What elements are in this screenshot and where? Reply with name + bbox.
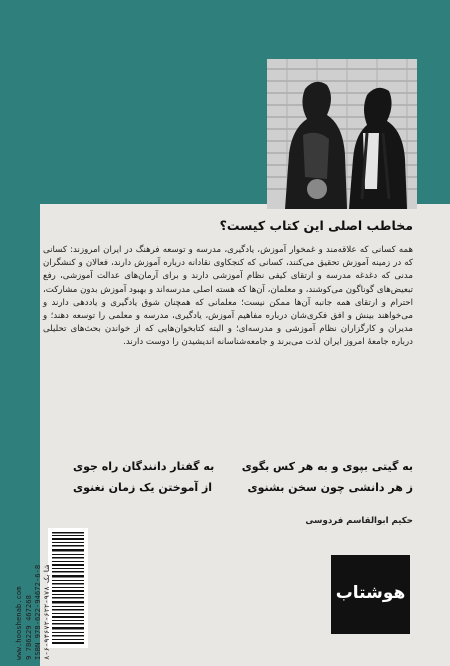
- publisher-logo: [331, 555, 410, 634]
- poem-hemistich: به گیتی بپوی و به هر کس بگوی: [241, 460, 413, 473]
- cover-photo: [267, 59, 417, 209]
- section-heading: مخاطب اصلی این کتاب کیست؟: [219, 218, 413, 233]
- website-label: www.hooshenab.com: [14, 586, 23, 660]
- poem-row-2: [73, 481, 413, 494]
- poem-hemistich: ز هر دانشی چون سخن بشنوی: [247, 481, 413, 494]
- publisher-logo-text: هوشتاب: [335, 583, 406, 603]
- barcode: [48, 528, 88, 648]
- isbn-label: ISBN 978-622-94672-6-8: [33, 564, 42, 660]
- poem-hemistich: از آموختن یک زمان نغنوی: [73, 481, 213, 494]
- barcode-digits: 9 786229 467268: [24, 595, 33, 660]
- poem-block: [73, 460, 413, 502]
- isbn-persian-label: شابک ۹۷۸-۶۲۲-۹۴۶۷۲-۶-۸: [42, 564, 51, 660]
- poem-row-1: [73, 460, 413, 473]
- poem-hemistich: به گفتار دانندگان راه جوی: [73, 460, 215, 473]
- poet-name: حکیم ابوالقاسم فردوسی: [305, 516, 413, 526]
- body-paragraph: همه کسانی که علاقه‌مند و غمخوار آموزش، یادگیری، مدرسه و توسعه فرهنگ در ایران امروزند: کسانی که در زمینه آموزش تحقیق می‌کنند، کسانی که کنجکاوی نقادانه درباره آموزش دارند، فعالان و کنشگران مدنی که دغدغه مدرسه و ارتقای کیفی نظام آموزشی دارند و برای آرمان‌های عدالت آموزشی، رفع تبعیض‌های گوناگون می‌کوشند، و معلمان، آن‌ها که هسته اصلی مدرسه‌اند و بهبود آموزش بدون مشارکت، احترام و ارتقای همه جانبه آن‌ها ممکن نیست؛ معلمانی که همچنان شوق یادگیری و یاددهی دارند و می‌خواهند بینش و افق فکری‌شان درباره مفاهیم آموزش، یادگیری، مدرسه و معلمی را توسعه دهند؛ و مدیران و کارگزاران نظام آموزشی و مدرسه‌ای؛ و البته کتابخوان‌هایی که از خواندن بحث‌های تحلیلی درباره جامعهٔ امروز ایران لذت می‌برند و جامعه‌شناسانه اندیشیدن را دوست دارند.: [43, 245, 413, 348]
